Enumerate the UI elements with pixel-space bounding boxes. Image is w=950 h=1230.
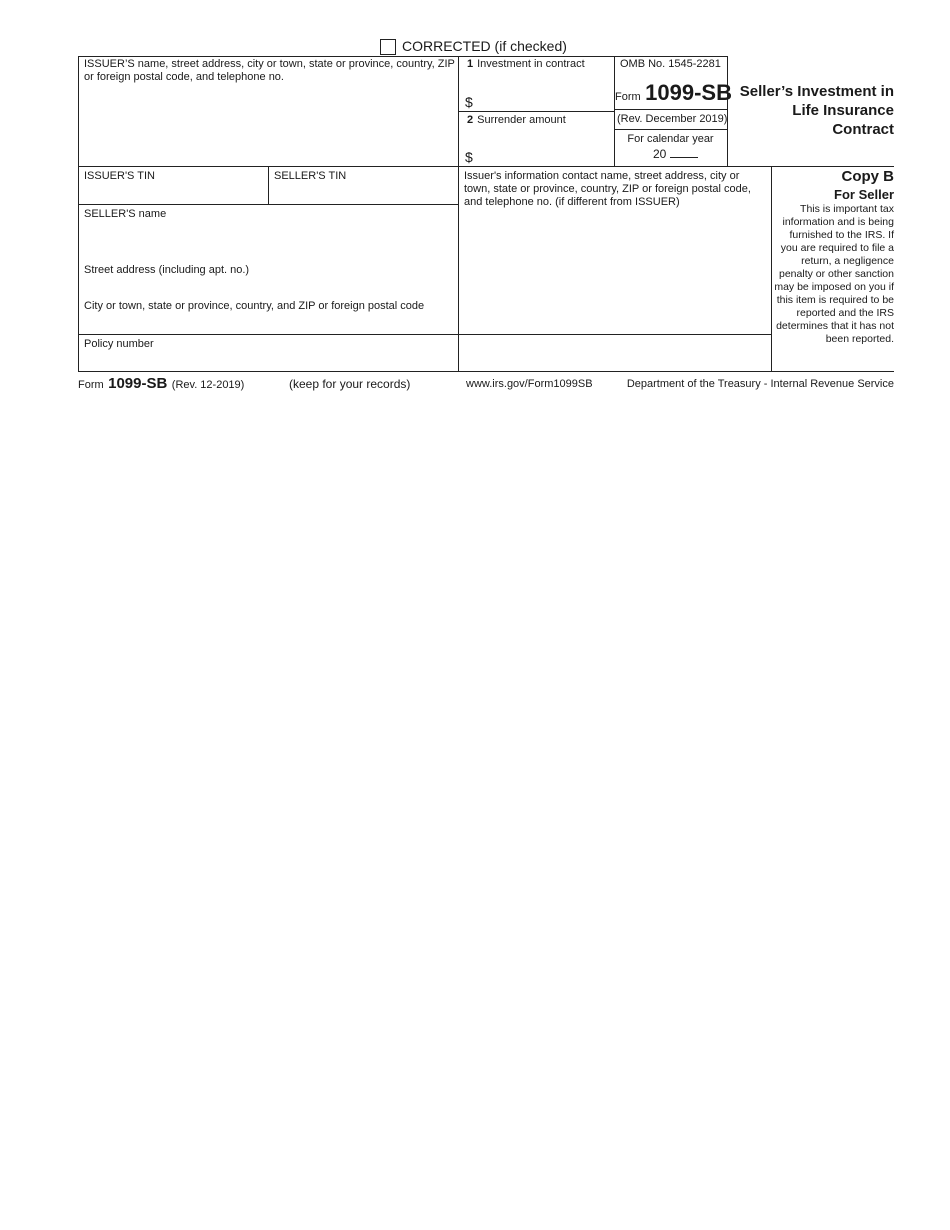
- box1-number: 1: [467, 58, 474, 70]
- issuer-contact-field[interactable]: Issuer's information contact name, street address, city or town, state or province, country, ZIP or foreign postal code, and telephone no. (if different from ISSUER): [464, 170, 751, 208]
- box1-label: [467, 58, 612, 71]
- issuer-tin-field[interactable]: ISSUER'S TIN: [84, 170, 155, 182]
- title-line-2: Life Insurance: [792, 102, 894, 119]
- form-left-border: [78, 56, 79, 372]
- form-name: 1099-SB: [645, 80, 732, 105]
- col-divider-title: [727, 56, 728, 167]
- omb-rev-divider: [614, 109, 727, 110]
- footer-form-prefix: Form: [78, 379, 104, 391]
- copy-col-divider: [771, 166, 772, 372]
- street-address-field[interactable]: Street address (including apt. no.): [84, 264, 250, 276]
- box1-box2-divider: [458, 111, 614, 112]
- policy-number-field[interactable]: Policy number: [84, 338, 154, 350]
- tin-col-divider: [268, 166, 269, 205]
- omb-number: OMB No. 1545-2281: [620, 58, 721, 70]
- rev-year-divider: [614, 129, 727, 130]
- calendar-year-prefix: 20: [653, 147, 667, 161]
- col-divider-issuer: [458, 56, 459, 372]
- form-id-heading: [615, 80, 732, 106]
- investment-in-contract-field[interactable]: $: [465, 94, 473, 110]
- copy-title: Copy B: [841, 168, 894, 185]
- box1-label-text: Investment in contract: [477, 58, 585, 70]
- col-divider-omb: [614, 56, 615, 167]
- copy-notice: This is important tax information and is being furnished to the IRS. If you are required to file a return, a negligence penalty or other sanction may be imposed on you if this item is required to be reported and the IRS determines that it has not been reported.: [774, 203, 894, 345]
- issuer-name-field[interactable]: ISSUER’S name, street address, city or town, state or province, country, ZIP or foreign postal code, and telephone no.: [84, 58, 455, 83]
- footer-form-name: 1099-SB: [108, 375, 168, 392]
- copy-subtitle: For Seller: [834, 187, 894, 202]
- corrected-checkbox[interactable]: [380, 39, 396, 55]
- seller-name-field[interactable]: SELLER'S name: [84, 208, 167, 220]
- revision-date: (Rev. December 2019): [617, 113, 728, 125]
- footer-url: www.irs.gov/Form1099SB: [466, 378, 593, 390]
- calendar-year-blank[interactable]: [670, 147, 698, 158]
- title-line-3: Contract: [832, 121, 894, 138]
- title-line-1: Seller’s Investment in: [739, 83, 894, 100]
- seller-tin-field[interactable]: SELLER'S TIN: [274, 170, 347, 182]
- footer-keep: (keep for your records): [289, 377, 411, 391]
- form-title: [730, 82, 894, 139]
- surrender-amount-field[interactable]: $: [465, 149, 473, 165]
- footer-form-id: [78, 375, 244, 393]
- box2-label: [467, 114, 612, 127]
- calendar-year-field[interactable]: [653, 147, 698, 161]
- form-prefix: Form: [615, 91, 641, 103]
- footer-revision: (Rev. 12-2019): [171, 379, 245, 391]
- blank-field-right[interactable]: [460, 336, 770, 370]
- corrected-label: CORRECTED (if checked): [402, 38, 567, 54]
- box2-number: 2: [467, 114, 474, 126]
- city-state-zip-field[interactable]: City or town, state or province, country, and ZIP or foreign postal code: [84, 300, 425, 312]
- footer-department: Department of the Treasury - Internal Revenue Service: [626, 378, 894, 390]
- calendar-year-label: For calendar year: [627, 133, 714, 145]
- policy-row-divider: [78, 334, 771, 335]
- form-top-border: [78, 56, 727, 57]
- box2-label-text: Surrender amount: [477, 114, 566, 126]
